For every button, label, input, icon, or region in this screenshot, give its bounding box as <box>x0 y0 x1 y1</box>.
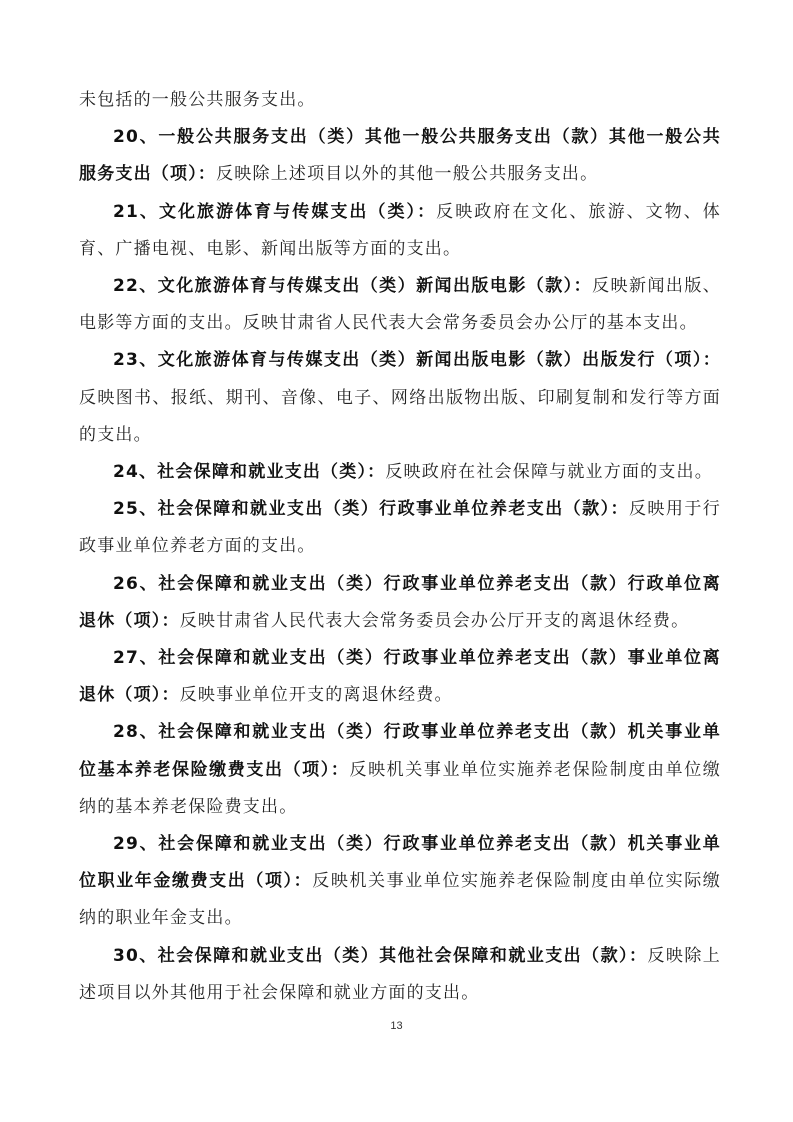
paragraph-30 <box>79 938 721 1012</box>
paragraph-heading: 29、社会保障和就业支出（类）行政事业单位养老支出（款）机关事业单位职业年金缴费支出（项）： <box>79 834 721 892</box>
paragraph-heading: 21、文化旅游体育与传媒支出（类）： <box>113 201 437 222</box>
paragraph-heading: 26、社会保障和就业支出（类）行政事业单位养老支出（款）行政单位离退休（项）： <box>79 573 721 631</box>
paragraph-27 <box>79 640 721 714</box>
paragraph-description: 反映机关事业单位实施养老保险制度由单位实际缴纳的职业年金支出。 <box>79 871 721 929</box>
page-number: 13 <box>390 1020 403 1032</box>
paragraph-description: 反映除上述项目以外其他用于社会保障和就业方面的支出。 <box>79 945 721 1003</box>
paragraph-22 <box>79 268 721 342</box>
paragraph-description: 反映图书、报纸、期刊、音像、电子、网络出版物出版、印刷复制和发行等方面的支出。 <box>79 387 721 445</box>
paragraph-description: 反映除上述项目以外的其他一般公共服务支出。 <box>216 164 599 185</box>
paragraph-description: 反映机关事业单位实施养老保险制度由单位缴纳的基本养老保险费支出。 <box>79 759 722 817</box>
paragraph-heading: 30、社会保障和就业支出（类）其他社会保障和就业支出（款）： <box>113 945 648 966</box>
paragraph-26 <box>79 566 721 640</box>
paragraph-heading: 27、社会保障和就业支出（类）行政事业单位养老支出（款）事业单位离退休（项）： <box>79 648 721 706</box>
document-body <box>79 82 721 1012</box>
paragraph-29 <box>79 826 721 938</box>
paragraph-heading: 23、文化旅游体育与传媒支出（类）新闻出版电影（款）出版发行（项）： <box>113 350 721 371</box>
paragraph-description: 反映甘肃省人民代表大会常务委员会办公厅开支的离退休经费。 <box>179 610 690 631</box>
paragraph-28 <box>79 714 721 826</box>
paragraph-heading: 22、文化旅游体育与传媒支出（类）新闻出版电影（款）： <box>113 276 593 297</box>
paragraph-24 <box>79 454 721 491</box>
paragraph-21 <box>79 194 721 268</box>
paragraph-23 <box>79 342 721 454</box>
paragraph-19-continuation <box>79 82 721 119</box>
paragraph-heading: 25、社会保障和就业支出（类）行政事业单位养老支出（款）： <box>113 499 629 520</box>
paragraph-20 <box>79 119 721 193</box>
paragraph-25 <box>79 491 721 565</box>
paragraph-description: 反映政府在文化、旅游、文物、体育、广播电视、电影、新闻出版等方面的支出。 <box>79 201 722 259</box>
paragraph-description: 反映新闻出版、电影等方面的支出。反映甘肃省人民代表大会常务委员会办公厅的基本支出。 <box>79 276 721 334</box>
paragraph-heading: 20、一般公共服务支出（类）其他一般公共服务支出（款）其他一般公共服务支出（项）： <box>79 127 721 185</box>
paragraph-heading: 24、社会保障和就业支出（类）： <box>113 462 386 483</box>
paragraph-heading: 28、社会保障和就业支出（类）行政事业单位养老支出（款）机关事业单位基本养老保险缴费支出（项）： <box>79 722 721 780</box>
paragraph-description: 反映政府在社会保障与就业方面的支出。 <box>385 462 713 483</box>
paragraph-description: 反映事业单位开支的离退休经费。 <box>179 685 453 706</box>
paragraph-description: 反映用于行政事业单位养老方面的支出。 <box>79 499 721 557</box>
paragraph-description: 未包括的一般公共服务支出。 <box>79 90 316 110</box>
